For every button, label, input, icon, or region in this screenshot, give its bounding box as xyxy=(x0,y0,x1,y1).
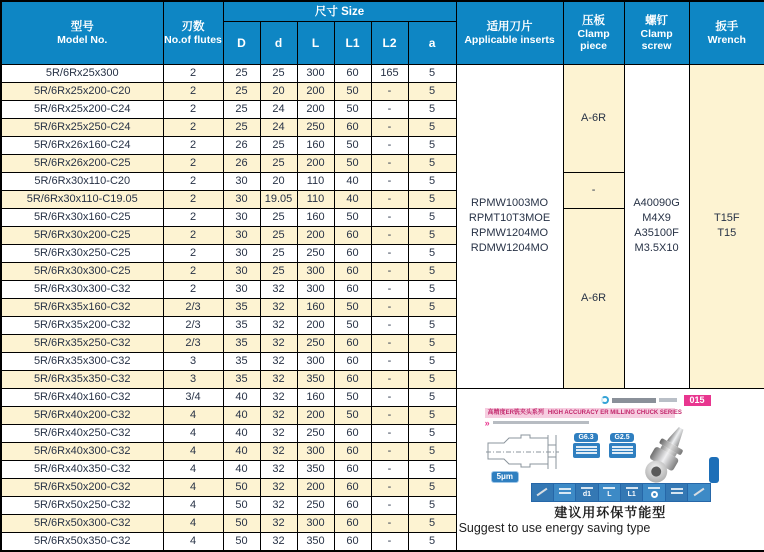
cell-L1: 50 xyxy=(334,388,371,406)
cell-D: 30 xyxy=(223,226,260,244)
cell-L: 200 xyxy=(297,154,334,172)
cell-model: 5R/6Rx40x200-C32 xyxy=(1,406,163,424)
cell-a: 5 xyxy=(408,370,456,388)
cell-D: 35 xyxy=(223,352,260,370)
cell-a: 5 xyxy=(408,352,456,370)
cell-d: 24 xyxy=(260,118,297,136)
cell-D: 30 xyxy=(223,172,260,190)
balance-grade-1 xyxy=(573,431,600,458)
cell-a: 5 xyxy=(408,208,456,226)
strip-cell-L: L xyxy=(599,484,620,501)
cell-d: 20 xyxy=(260,82,297,100)
cell-L: 200 xyxy=(297,316,334,334)
col-header-clamp xyxy=(563,1,624,64)
cell-a: 5 xyxy=(408,82,456,100)
cell-D: 30 xyxy=(223,190,260,208)
clamp-cell xyxy=(563,172,624,208)
g63-badge: G6.3 xyxy=(574,433,597,442)
subline-text-placeholder xyxy=(493,421,589,424)
cell-L2: - xyxy=(371,514,408,532)
cell-L1: 50 xyxy=(334,316,371,334)
col-header-L: L xyxy=(297,21,334,64)
cell-flutes: 4 xyxy=(163,406,223,424)
col-header-model-en: Model No. xyxy=(57,33,108,46)
cell-L: 250 xyxy=(297,244,334,262)
cell-d: 32 xyxy=(260,514,297,532)
cell-flutes: 2 xyxy=(163,100,223,118)
cell-d: 32 xyxy=(260,316,297,334)
promo-cell xyxy=(456,388,764,551)
table-row xyxy=(1,64,764,82)
cell-a: 5 xyxy=(408,334,456,352)
brand-text-placeholder-2 xyxy=(659,398,677,402)
technical-drawing xyxy=(485,429,569,473)
cell-model: 5R/6Rx35x350-C32 xyxy=(1,370,163,388)
cell-L2: - xyxy=(371,298,408,316)
cell-flutes: 2 xyxy=(163,82,223,100)
col-header-wrench-en: Wrench xyxy=(707,33,746,46)
cell-L2: - xyxy=(371,226,408,244)
cell-L1: 60 xyxy=(334,334,371,352)
strip-icon-cutter xyxy=(532,484,553,501)
table-row xyxy=(1,388,764,406)
cell-D: 50 xyxy=(223,496,260,514)
cell-model: 5R/6Rx50x350-C32 xyxy=(1,532,163,551)
cell-a: 5 xyxy=(408,100,456,118)
cell-flutes: 2 xyxy=(163,244,223,262)
cell-L2: 165 xyxy=(371,64,408,82)
col-header-screw xyxy=(624,1,689,64)
cell-L2: - xyxy=(371,262,408,280)
cell-D: 40 xyxy=(223,460,260,478)
cell-a: 5 xyxy=(408,460,456,478)
cell-L1: 50 xyxy=(334,298,371,316)
promo-area xyxy=(457,389,764,544)
precision-badge: 5μm xyxy=(491,471,519,483)
cell-a: 5 xyxy=(408,532,456,551)
col-header-model-zh: 型号 xyxy=(70,20,94,33)
cell-d: 32 xyxy=(260,532,297,551)
cell-a: 5 xyxy=(408,388,456,406)
series-banner xyxy=(485,408,682,418)
cell-model: 5R/6Rx26x160-C24 xyxy=(1,136,163,154)
col-header-D: D xyxy=(223,21,260,64)
cell-d: 32 xyxy=(260,406,297,424)
cell-a: 5 xyxy=(408,262,456,280)
cell-D: 26 xyxy=(223,154,260,172)
cell-model: 5R/6Rx50x300-C32 xyxy=(1,514,163,532)
cell-d: 20 xyxy=(260,172,297,190)
cell-L: 160 xyxy=(297,208,334,226)
col-header-inserts-zh: 适用刀片 xyxy=(486,20,533,33)
cell-L: 300 xyxy=(297,64,334,82)
cell-L1: 60 xyxy=(334,262,371,280)
cell-L2: - xyxy=(371,370,408,388)
cell-d: 25 xyxy=(260,262,297,280)
col-header-flutes-zh: 刃数 xyxy=(181,20,205,33)
inserts-cell-line: RDMW1204MO xyxy=(470,242,549,254)
cell-L2: - xyxy=(371,190,408,208)
cell-D: 25 xyxy=(223,64,260,82)
strip-cell-L1: L1 xyxy=(621,484,642,501)
cell-L: 200 xyxy=(297,82,334,100)
cell-model: 5R/6Rx35x200-C32 xyxy=(1,316,163,334)
cell-model: 5R/6Rx30x250-C25 xyxy=(1,244,163,262)
cell-model: 5R/6Rx40x250-C32 xyxy=(1,424,163,442)
cell-d: 32 xyxy=(260,478,297,496)
cell-L1: 50 xyxy=(334,100,371,118)
cell-L1: 60 xyxy=(334,514,371,532)
cell-d: 32 xyxy=(260,334,297,352)
cell-L2: - xyxy=(371,406,408,424)
clamp-cell xyxy=(563,208,624,388)
cell-flutes: 2 xyxy=(163,118,223,136)
cell-d: 24 xyxy=(260,100,297,118)
strip-cell-d1: d1 xyxy=(576,484,597,501)
cell-a: 5 xyxy=(408,442,456,460)
cell-L1: 60 xyxy=(334,460,371,478)
strip-icon-tool xyxy=(688,484,709,501)
series-banner-en: HIGH ACCURACY ER MILLING CHUCK SERIES xyxy=(547,409,682,416)
cell-flutes: 4 xyxy=(163,532,223,551)
cell-d: 25 xyxy=(260,226,297,244)
col-header-inserts-en: Applicable inserts xyxy=(464,33,555,46)
cell-a: 5 xyxy=(408,118,456,136)
cell-a: 5 xyxy=(408,226,456,244)
cell-L: 350 xyxy=(297,532,334,551)
cell-L2: - xyxy=(371,172,408,190)
cell-L: 200 xyxy=(297,226,334,244)
cell-a: 5 xyxy=(408,280,456,298)
cell-D: 40 xyxy=(223,442,260,460)
cell-a: 5 xyxy=(408,244,456,262)
cell-L2: - xyxy=(371,352,408,370)
cell-L: 200 xyxy=(297,100,334,118)
cell-L1: 40 xyxy=(334,172,371,190)
cell-L: 250 xyxy=(297,118,334,136)
cell-flutes: 4 xyxy=(163,442,223,460)
cell-L1: 50 xyxy=(334,154,371,172)
cell-d: 32 xyxy=(260,298,297,316)
cell-D: 30 xyxy=(223,244,260,262)
cell-a: 5 xyxy=(408,190,456,208)
page-number-badge: 015 xyxy=(684,395,711,406)
screw-cell-line: A35100F xyxy=(634,227,679,239)
cell-flutes: 4 xyxy=(163,496,223,514)
cell-model: 5R/6Rx50x250-C32 xyxy=(1,496,163,514)
cell-L1: 60 xyxy=(334,496,371,514)
cell-L: 200 xyxy=(297,478,334,496)
cell-a: 5 xyxy=(408,136,456,154)
cell-L1: 60 xyxy=(334,424,371,442)
cell-D: 25 xyxy=(223,118,260,136)
cell-L2: - xyxy=(371,478,408,496)
note-en: Suggest to use energy saving type xyxy=(458,520,651,535)
screw-cell-line: M3.5X10 xyxy=(634,242,679,254)
cell-flutes: 2 xyxy=(163,262,223,280)
cell-D: 30 xyxy=(223,280,260,298)
cell-L1: 60 xyxy=(334,532,371,551)
cell-L2: - xyxy=(371,424,408,442)
series-banner-zh: 高精度ER铣夹头系列 xyxy=(487,409,544,416)
cell-flutes: 4 xyxy=(163,424,223,442)
cell-model: 5R/6Rx40x160-C32 xyxy=(1,388,163,406)
cell-L1: 60 xyxy=(334,280,371,298)
side-tab xyxy=(709,457,719,483)
g25-badge: G2.5 xyxy=(610,433,633,442)
cell-D: 25 xyxy=(223,100,260,118)
cell-L2: - xyxy=(371,244,408,262)
cell-L: 300 xyxy=(297,262,334,280)
cell-model: 5R/6Rx30x200-C25 xyxy=(1,226,163,244)
col-header-screw-zh: 螺钉 xyxy=(645,14,669,27)
cell-L: 300 xyxy=(297,514,334,532)
cell-flutes: 2 xyxy=(163,280,223,298)
col-header-flutes-en: No.of flutes xyxy=(164,33,222,46)
cell-d: 25 xyxy=(260,208,297,226)
cell-d: 25 xyxy=(260,154,297,172)
cell-model: 5R/6Rx35x300-C32 xyxy=(1,352,163,370)
clamp-cell-line: A-6R xyxy=(581,111,607,124)
screw-cell-line: A40090G xyxy=(633,197,680,209)
cell-flutes: 3/4 xyxy=(163,388,223,406)
cell-L: 300 xyxy=(297,280,334,298)
col-header-clamp-en: Clamp piece xyxy=(577,27,610,52)
chuck-photo xyxy=(639,425,699,483)
cell-D: 40 xyxy=(223,388,260,406)
cell-flutes: 4 xyxy=(163,478,223,496)
brand-text-placeholder xyxy=(612,398,656,403)
cell-model: 5R/6Rx30x110-C20 xyxy=(1,172,163,190)
cell-L2: - xyxy=(371,154,408,172)
cell-model: 5R/6Rx40x300-C32 xyxy=(1,442,163,460)
cell-L: 300 xyxy=(297,352,334,370)
cell-flutes: 2/3 xyxy=(163,334,223,352)
cell-flutes: 4 xyxy=(163,460,223,478)
cell-L1: 60 xyxy=(334,370,371,388)
cell-a: 5 xyxy=(408,496,456,514)
cell-a: 5 xyxy=(408,424,456,442)
cell-D: 35 xyxy=(223,298,260,316)
cell-L2: - xyxy=(371,532,408,551)
cell-D: 50 xyxy=(223,514,260,532)
cell-d: 32 xyxy=(260,352,297,370)
cell-L: 110 xyxy=(297,172,334,190)
cell-L2: - xyxy=(371,442,408,460)
cell-d: 32 xyxy=(260,370,297,388)
cell-D: 35 xyxy=(223,370,260,388)
cell-flutes: 2 xyxy=(163,154,223,172)
cell-model: 5R/6Rx50x200-C32 xyxy=(1,478,163,496)
col-header-screw-en: Clamp screw xyxy=(640,27,673,52)
cell-model: 5R/6Rx30x300-C25 xyxy=(1,262,163,280)
cell-model: 5R/6Rx35x250-C32 xyxy=(1,334,163,352)
cell-flutes: 2 xyxy=(163,190,223,208)
cell-flutes: 2/3 xyxy=(163,316,223,334)
cell-L: 250 xyxy=(297,496,334,514)
cell-L1: 60 xyxy=(334,118,371,136)
clamp-cell-line: - xyxy=(591,183,596,196)
col-header-wrench xyxy=(689,1,764,64)
cell-L2: - xyxy=(371,388,408,406)
cell-model: 5R/6Rx25x300 xyxy=(1,64,163,82)
cell-L: 250 xyxy=(297,334,334,352)
cell-L: 160 xyxy=(297,136,334,154)
cell-L2: - xyxy=(371,334,408,352)
cell-d: 25 xyxy=(260,136,297,154)
cell-d: 19.05 xyxy=(260,190,297,208)
cell-D: 30 xyxy=(223,208,260,226)
cell-model: 5R/6Rx35x160-C32 xyxy=(1,298,163,316)
cell-flutes: 3 xyxy=(163,352,223,370)
thumbnail-body xyxy=(485,427,711,483)
cell-L: 200 xyxy=(297,406,334,424)
col-header-flutes xyxy=(163,1,223,64)
inserts-cell-line: RPMW1204MO xyxy=(471,227,549,239)
col-header-d: d xyxy=(260,21,297,64)
clamp-cell xyxy=(563,64,624,172)
cell-flutes: 2 xyxy=(163,226,223,244)
cell-model: 5R/6Rx30x110-C19.05 xyxy=(1,190,163,208)
col-header-clamp-zh: 压板 xyxy=(582,14,606,27)
cell-L: 350 xyxy=(297,370,334,388)
inserts-cell xyxy=(456,64,563,388)
cell-D: 35 xyxy=(223,316,260,334)
chevron-right-icon: » xyxy=(484,417,490,428)
cell-L1: 40 xyxy=(334,190,371,208)
cell-L: 350 xyxy=(297,460,334,478)
cell-L1: 50 xyxy=(334,136,371,154)
strip-cell xyxy=(554,484,575,501)
col-header-size: 尺寸 Size xyxy=(223,1,456,21)
spec-strip xyxy=(531,483,711,502)
inserts-cell-line: RPMW1003MO xyxy=(471,197,549,209)
cell-D: 50 xyxy=(223,478,260,496)
cell-L1: 50 xyxy=(334,208,371,226)
cell-D: 30 xyxy=(223,262,260,280)
cell-d: 32 xyxy=(260,496,297,514)
wrench-cell xyxy=(689,64,764,388)
cell-L: 300 xyxy=(297,442,334,460)
cell-L2: - xyxy=(371,208,408,226)
brand-logo-icon xyxy=(601,396,609,404)
cell-L1: 60 xyxy=(334,64,371,82)
cell-L2: - xyxy=(371,496,408,514)
cell-L2: - xyxy=(371,280,408,298)
screw-cell-line: M4X9 xyxy=(642,212,671,224)
cell-d: 32 xyxy=(260,424,297,442)
cell-flutes: 2 xyxy=(163,172,223,190)
cell-a: 5 xyxy=(408,154,456,172)
cell-L: 110 xyxy=(297,190,334,208)
cell-model: 5R/6Rx25x250-C24 xyxy=(1,118,163,136)
g63-spec-card xyxy=(573,443,600,458)
cell-L1: 60 xyxy=(334,226,371,244)
cell-L2: - xyxy=(371,136,408,154)
cell-model: 5R/6Rx40x350-C32 xyxy=(1,460,163,478)
cell-L1: 60 xyxy=(334,478,371,496)
col-header-model xyxy=(1,1,163,64)
cell-model: 5R/6Rx30x160-C25 xyxy=(1,208,163,226)
wrench-cell-line: T15F xyxy=(713,212,740,224)
cell-d: 32 xyxy=(260,442,297,460)
cell-flutes: 2/3 xyxy=(163,298,223,316)
col-header-L2: L2 xyxy=(371,21,408,64)
cell-d: 32 xyxy=(260,388,297,406)
cell-D: 35 xyxy=(223,334,260,352)
cell-flutes: 2 xyxy=(163,136,223,154)
cell-model: 5R/6Rx30x300-C32 xyxy=(1,280,163,298)
cell-D: 25 xyxy=(223,82,260,100)
cell-flutes: 4 xyxy=(163,514,223,532)
cell-a: 5 xyxy=(408,64,456,82)
catalog-thumbnail xyxy=(485,394,711,502)
col-header-a: a xyxy=(408,21,456,64)
cell-a: 5 xyxy=(408,514,456,532)
cell-L2: - xyxy=(371,118,408,136)
cell-flutes: 3 xyxy=(163,370,223,388)
cell-L2: - xyxy=(371,100,408,118)
cell-L1: 50 xyxy=(334,406,371,424)
cell-D: 40 xyxy=(223,424,260,442)
cell-a: 5 xyxy=(408,478,456,496)
cell-L: 250 xyxy=(297,424,334,442)
col-header-L1: L1 xyxy=(334,21,371,64)
cell-L: 160 xyxy=(297,298,334,316)
cell-a: 5 xyxy=(408,298,456,316)
screw-cell xyxy=(624,64,689,388)
inserts-cell-line: RPMT10T3MOE xyxy=(468,212,551,224)
cell-model: 5R/6Rx25x200-C24 xyxy=(1,100,163,118)
cell-L: 160 xyxy=(297,388,334,406)
col-header-wrench-zh: 扳手 xyxy=(715,20,739,33)
cell-a: 5 xyxy=(408,316,456,334)
cell-model: 5R/6Rx25x200-C20 xyxy=(1,82,163,100)
cell-a: 5 xyxy=(408,406,456,424)
cell-D: 40 xyxy=(223,406,260,424)
col-header-inserts xyxy=(456,1,563,64)
cell-a: 5 xyxy=(408,172,456,190)
cell-L1: 60 xyxy=(334,244,371,262)
cell-L2: - xyxy=(371,316,408,334)
cell-flutes: 2 xyxy=(163,208,223,226)
note-zh: 建议用环保节能型 xyxy=(554,504,667,520)
cell-D: 50 xyxy=(223,532,260,551)
cell-model: 5R/6Rx26x200-C25 xyxy=(1,154,163,172)
cell-d: 25 xyxy=(260,244,297,262)
thumbnail-header xyxy=(485,394,711,407)
cell-d: 32 xyxy=(260,280,297,298)
cell-d: 25 xyxy=(260,64,297,82)
wrench-cell-line: T15 xyxy=(717,227,737,239)
cell-L1: 50 xyxy=(334,82,371,100)
cell-L1: 60 xyxy=(334,352,371,370)
cell-L2: - xyxy=(371,82,408,100)
cell-d: 32 xyxy=(260,460,297,478)
cell-flutes: 2 xyxy=(163,64,223,82)
cell-L2: - xyxy=(371,460,408,478)
cell-D: 26 xyxy=(223,136,260,154)
clamp-cell-line: A-6R xyxy=(581,291,607,304)
cell-L1: 60 xyxy=(334,442,371,460)
